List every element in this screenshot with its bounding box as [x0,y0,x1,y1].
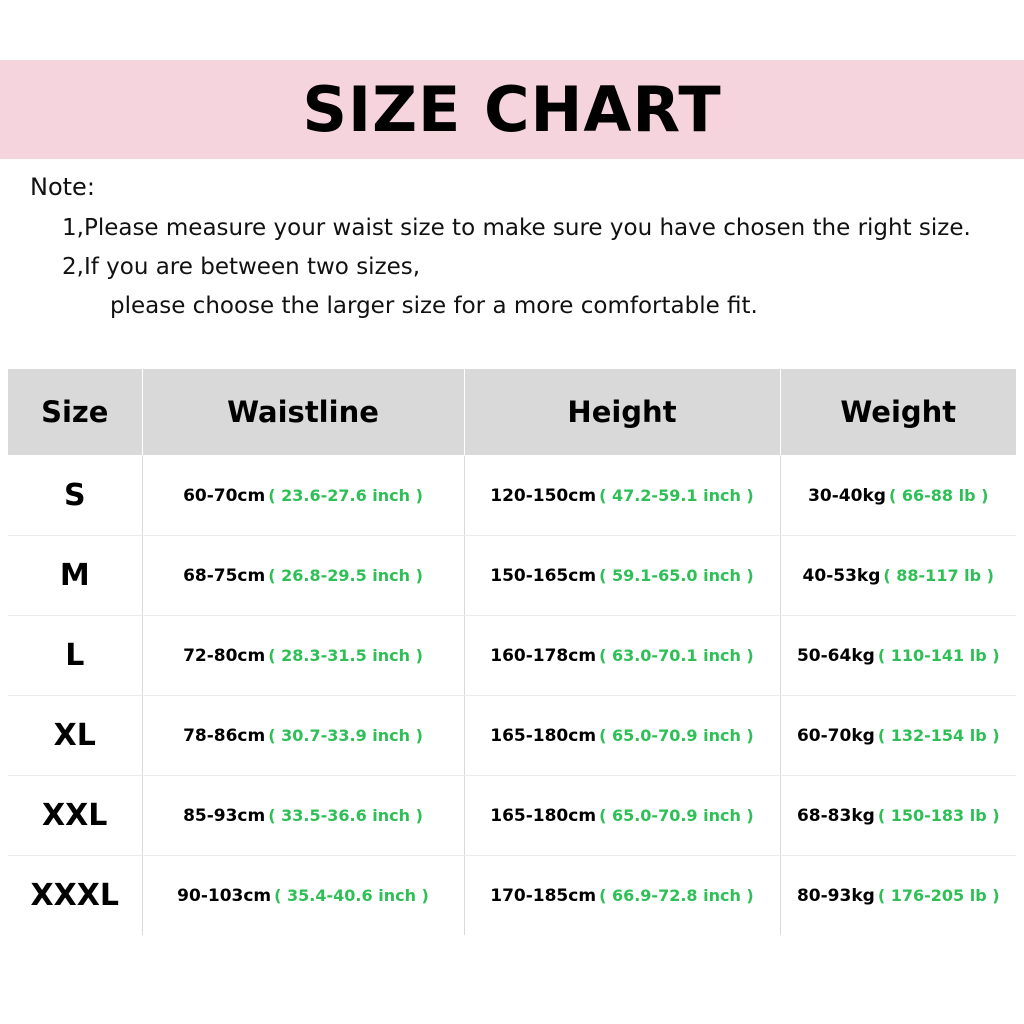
cell-waistline [142,776,464,856]
cell-weight [780,536,1016,616]
waistline-cm: 78-86cm [183,725,266,746]
note-line-1: 1,Please measure your waist size to make sure you have chosen the right size. [62,215,971,242]
cell-waistline [142,456,464,536]
cell-height [464,696,780,776]
weight-lb: ( 176-205 lb ) [877,885,1000,905]
note-label: Note: [30,173,95,201]
column-header-waistline: Waistline [142,369,464,456]
cell-height [464,856,780,936]
height-cm: 150-165cm [490,565,597,586]
height-inch: ( 66.9-72.8 inch ) [599,885,754,905]
column-header-size: Size [8,369,142,456]
height-cm: 165-180cm [490,805,597,826]
table-row [8,856,1016,936]
cell-height [464,616,780,696]
weight-lb: ( 88-117 lb ) [883,565,994,585]
cell-height [464,536,780,616]
cell-size: XXL [8,776,142,856]
header-banner [0,60,1024,159]
weight-kg: 40-53kg [802,565,881,586]
page-title: SIZE CHART [302,72,722,146]
cell-waistline [142,616,464,696]
table-row [8,536,1016,616]
cell-size: S [8,456,142,536]
cell-weight [780,856,1016,936]
weight-kg: 30-40kg [808,485,886,506]
height-inch: ( 65.0-70.9 inch ) [599,805,754,825]
height-inch: ( 65.0-70.9 inch ) [599,725,754,745]
cell-weight [780,776,1016,856]
cell-size: M [8,536,142,616]
waistline-inch: ( 35.4-40.6 inch ) [274,885,429,905]
waistline-cm: 72-80cm [183,645,266,666]
waistline-cm: 60-70cm [183,485,266,506]
cell-height [464,776,780,856]
cell-waistline [142,536,464,616]
waistline-cm: 85-93cm [183,805,266,826]
height-cm: 120-150cm [490,485,597,506]
height-inch: ( 59.1-65.0 inch ) [599,565,754,585]
table-row [8,776,1016,856]
height-cm: 165-180cm [490,725,597,746]
cell-size: L [8,616,142,696]
cell-size: XL [8,696,142,776]
weight-kg: 80-93kg [796,885,875,906]
waistline-cm: 90-103cm [177,885,272,906]
size-table [8,369,1016,935]
weight-kg: 68-83kg [796,805,875,826]
weight-lb: ( 110-141 lb ) [877,645,1000,665]
waistline-inch: ( 26.8-29.5 inch ) [268,565,423,585]
note-line-3: please choose the larger size for a more comfortable fit. [110,293,758,320]
cell-weight [780,456,1016,536]
cell-size: XXXL [8,856,142,936]
height-cm: 170-185cm [490,885,597,906]
waistline-inch: ( 28.3-31.5 inch ) [268,645,423,665]
waistline-inch: ( 33.5-36.6 inch ) [268,805,423,825]
cell-waistline [142,696,464,776]
weight-kg: 50-64kg [796,645,875,666]
height-inch: ( 63.0-70.1 inch ) [599,645,754,665]
height-cm: 160-178cm [490,645,597,666]
weight-lb: ( 66-88 lb ) [888,485,989,505]
table-row [8,456,1016,536]
note-line-2: 2,If you are between two sizes, [62,254,421,281]
cell-weight [780,616,1016,696]
notes-section [0,172,1024,330]
waistline-inch: ( 23.6-27.6 inch ) [268,485,423,505]
waistline-inch: ( 30.7-33.9 inch ) [268,725,423,745]
weight-kg: 60-70kg [796,725,875,746]
table-header-row [8,369,1016,456]
column-header-height: Height [464,369,780,456]
weight-lb: ( 132-154 lb ) [877,725,1000,745]
height-inch: ( 47.2-59.1 inch ) [599,485,754,505]
column-header-weight: Weight [780,369,1016,456]
waistline-cm: 68-75cm [183,565,266,586]
cell-height [464,456,780,536]
cell-weight [780,696,1016,776]
cell-waistline [142,856,464,936]
table-row [8,616,1016,696]
weight-lb: ( 150-183 lb ) [877,805,1000,825]
table-row [8,696,1016,776]
